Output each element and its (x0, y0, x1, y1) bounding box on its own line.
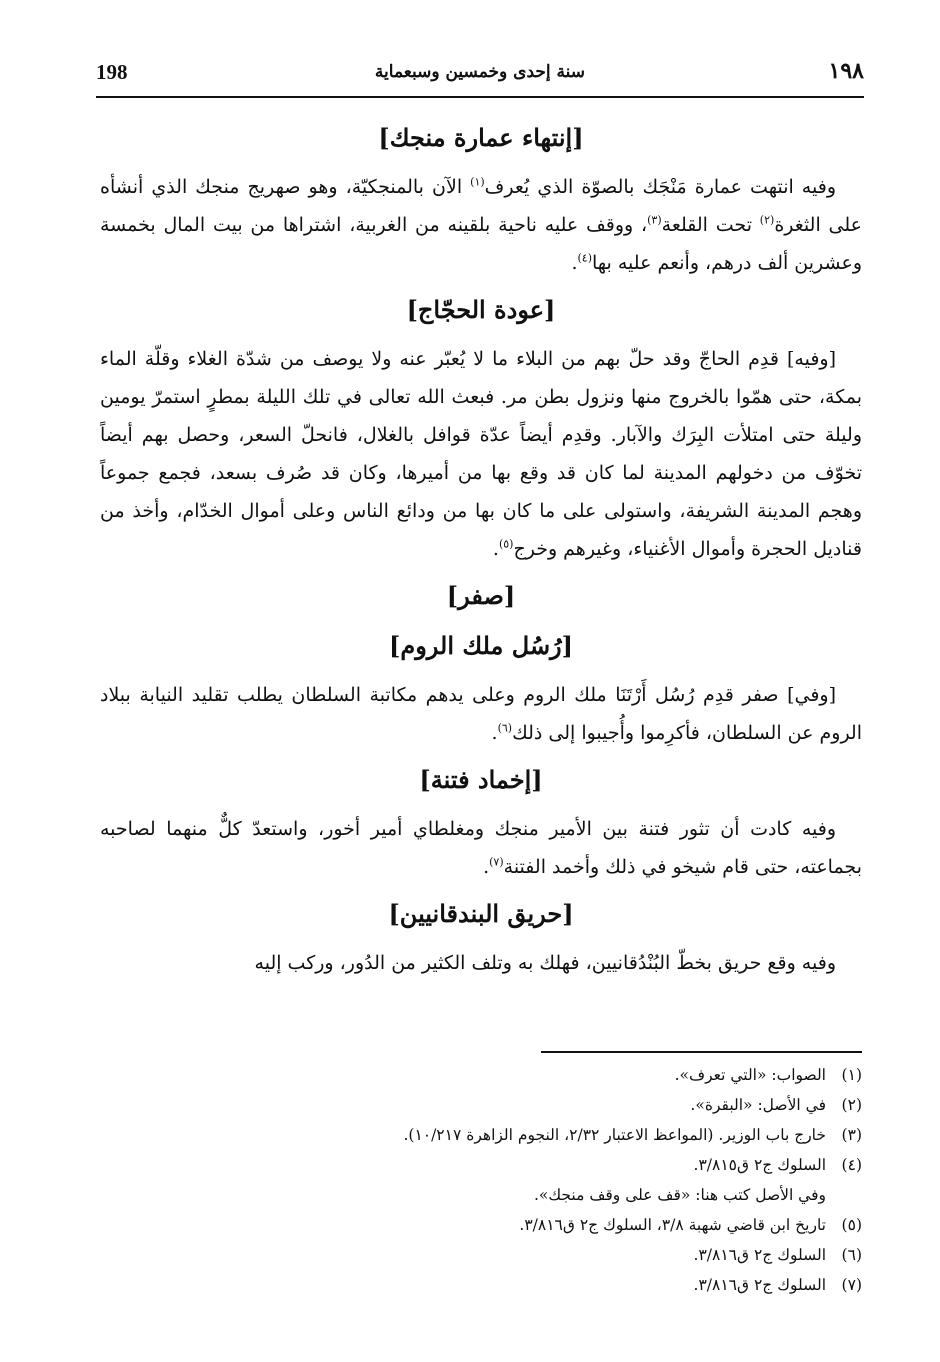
page-number-latin: 198 (96, 60, 128, 84)
footnote-marker: (١) (470, 175, 485, 189)
text-run: . (571, 252, 578, 274)
footnote-text: السلوك ج٢ ق٣/٨١٥. (693, 1156, 826, 1174)
text-run: تحت القلعة (661, 214, 760, 236)
footnote-text: السلوك ج٢ ق٣/٨١٦. (693, 1276, 826, 1294)
running-title: سنة إحدى وخمسين وسبعماية (374, 62, 586, 82)
text-run: . (492, 538, 499, 560)
footnote-number: (٢) (841, 1096, 862, 1114)
paragraph (100, 168, 862, 282)
footnote (280, 1150, 862, 1180)
footnotes (280, 1060, 862, 1300)
paragraph (100, 676, 862, 752)
footnote-text: في الأصل: «البقرة». (690, 1096, 826, 1114)
footnote-text: خارج باب الوزير. (المواعظ الاعتبار ٢/٣٢، النجوم الزاهرة ١٠/٢١٧). (403, 1126, 826, 1144)
footnote-marker: (٥) (498, 537, 514, 551)
footnote-separator (541, 1051, 862, 1053)
text-run: . (483, 856, 490, 878)
footnote-marker: (٣) (647, 213, 662, 227)
text-run: [وفي] صفر قدِم رُسُل أَرْتَنَا ملك الروم وعلى يدهم مكاتبة السلطان يطلب تقليد النيابة ببلاد الروم عن السلطان، فأكرِموا وأُجيبوا إلى ذلك (100, 684, 862, 744)
section-heading: [صفر] (446, 581, 516, 610)
footnote-text: الصواب: «التي تعرف». (674, 1066, 826, 1084)
footnote-text: وفي الأصل كتب هنا: «قف على وقف منجك». (533, 1186, 826, 1204)
footnote (280, 1270, 862, 1300)
footnote (280, 1120, 862, 1150)
footnote-text: السلوك ج٢ ق٣/٨١٦. (693, 1246, 826, 1264)
footnote (280, 1210, 862, 1240)
footnote (280, 1240, 862, 1270)
section-heading: [عودة الحجّاج] (406, 295, 556, 324)
page-header (96, 58, 864, 98)
main-text (100, 110, 862, 982)
section-heading: [إخماد فتنة] (419, 765, 543, 794)
text-run: الآن بالمنجكيّة، وهو صهريج منجك الذي أنشأه على الثغرة (100, 176, 862, 236)
footnote-marker: (٧) (489, 855, 504, 869)
footnote-marker: (٤) (577, 251, 592, 265)
footnote-number: (٣) (841, 1126, 862, 1144)
page-number-arabic: ١٩٨ (828, 58, 864, 84)
footnote-number: (١) (841, 1066, 862, 1084)
footnote (280, 1090, 862, 1120)
footnote-number: (٤) (841, 1156, 862, 1174)
footnote-marker: (٦) (497, 721, 513, 735)
paragraph (100, 944, 862, 982)
paragraph (100, 340, 862, 568)
footnote-number: (٥) (841, 1216, 862, 1234)
text-run: ، ووقف عليه ناحية بلقينه من الغربية، اشتراها من بيت المال بخمسة وعشرين ألف درهم، وأنعم عليه بها (100, 214, 862, 274)
section-heading: [حريق البندقانيين] (388, 899, 574, 928)
footnote-number: (٦) (841, 1246, 862, 1264)
text-run: [وفيه] قدِم الحاجّ وقد حلّ بهم من البلاء ما لا يُعبّر عنه ولا يوصف من شدّة الغلاء وقلّة الماء بمكة، حتى همّوا بالخروج منها ونزول بطن مر. فبعث الله تعالى في تلك الليلة بمطرٍ استمرّ يومين وليلة حتى امتلأت البِرَك والآبار. وقدِم أيضاً عدّة قوافل بالغلال، فانحلّ السعر، وحصل بهم أيضاً تخوّف من دخولهم المدينة لما كان قد وقع بها من أميرها، وكان قد صُرف بسعد، فجمع جموعاً وهجم المدينة الشريفة، واستولى على ما كان بها من ودائع الناس وعلى أموال الخدّام، وأخذ من قناديل الحجرة وأموال الأغنياء، وغيرهم وخرج (100, 348, 862, 560)
text-run: وفيه انتهت عمارة مَنْجَك بالصوّة الذي يُعرف (484, 176, 836, 198)
section-heading: [رُسُل ملك الروم] (389, 631, 573, 660)
footnote-marker: (٢) (759, 213, 775, 227)
footnote (280, 1060, 862, 1090)
section-heading: [إنتهاء عمارة منجك] (378, 123, 584, 152)
footnote-number: (٧) (841, 1276, 862, 1294)
paragraph (100, 810, 862, 886)
footnote (280, 1180, 862, 1210)
text-run: . (491, 722, 498, 744)
text-run: وفيه وقع حريق بخطّ البُنْدُقانيين، فهلك به وتلف الكثير من الدُور، وركب إليه (254, 952, 836, 974)
footnote-text: تاريخ ابن قاضي شهبة ٣/٨، السلوك ج٢ ق٣/٨١٦. (519, 1216, 826, 1234)
text-run: وفيه كادت أن تثور فتنة بين الأمير منجك ومغلطاي أمير أخور، واستعدّ كلٌّ منهما لصاحبه بجماعته، حتى قام شيخو في ذلك وأخمد الفتنة (100, 818, 862, 878)
